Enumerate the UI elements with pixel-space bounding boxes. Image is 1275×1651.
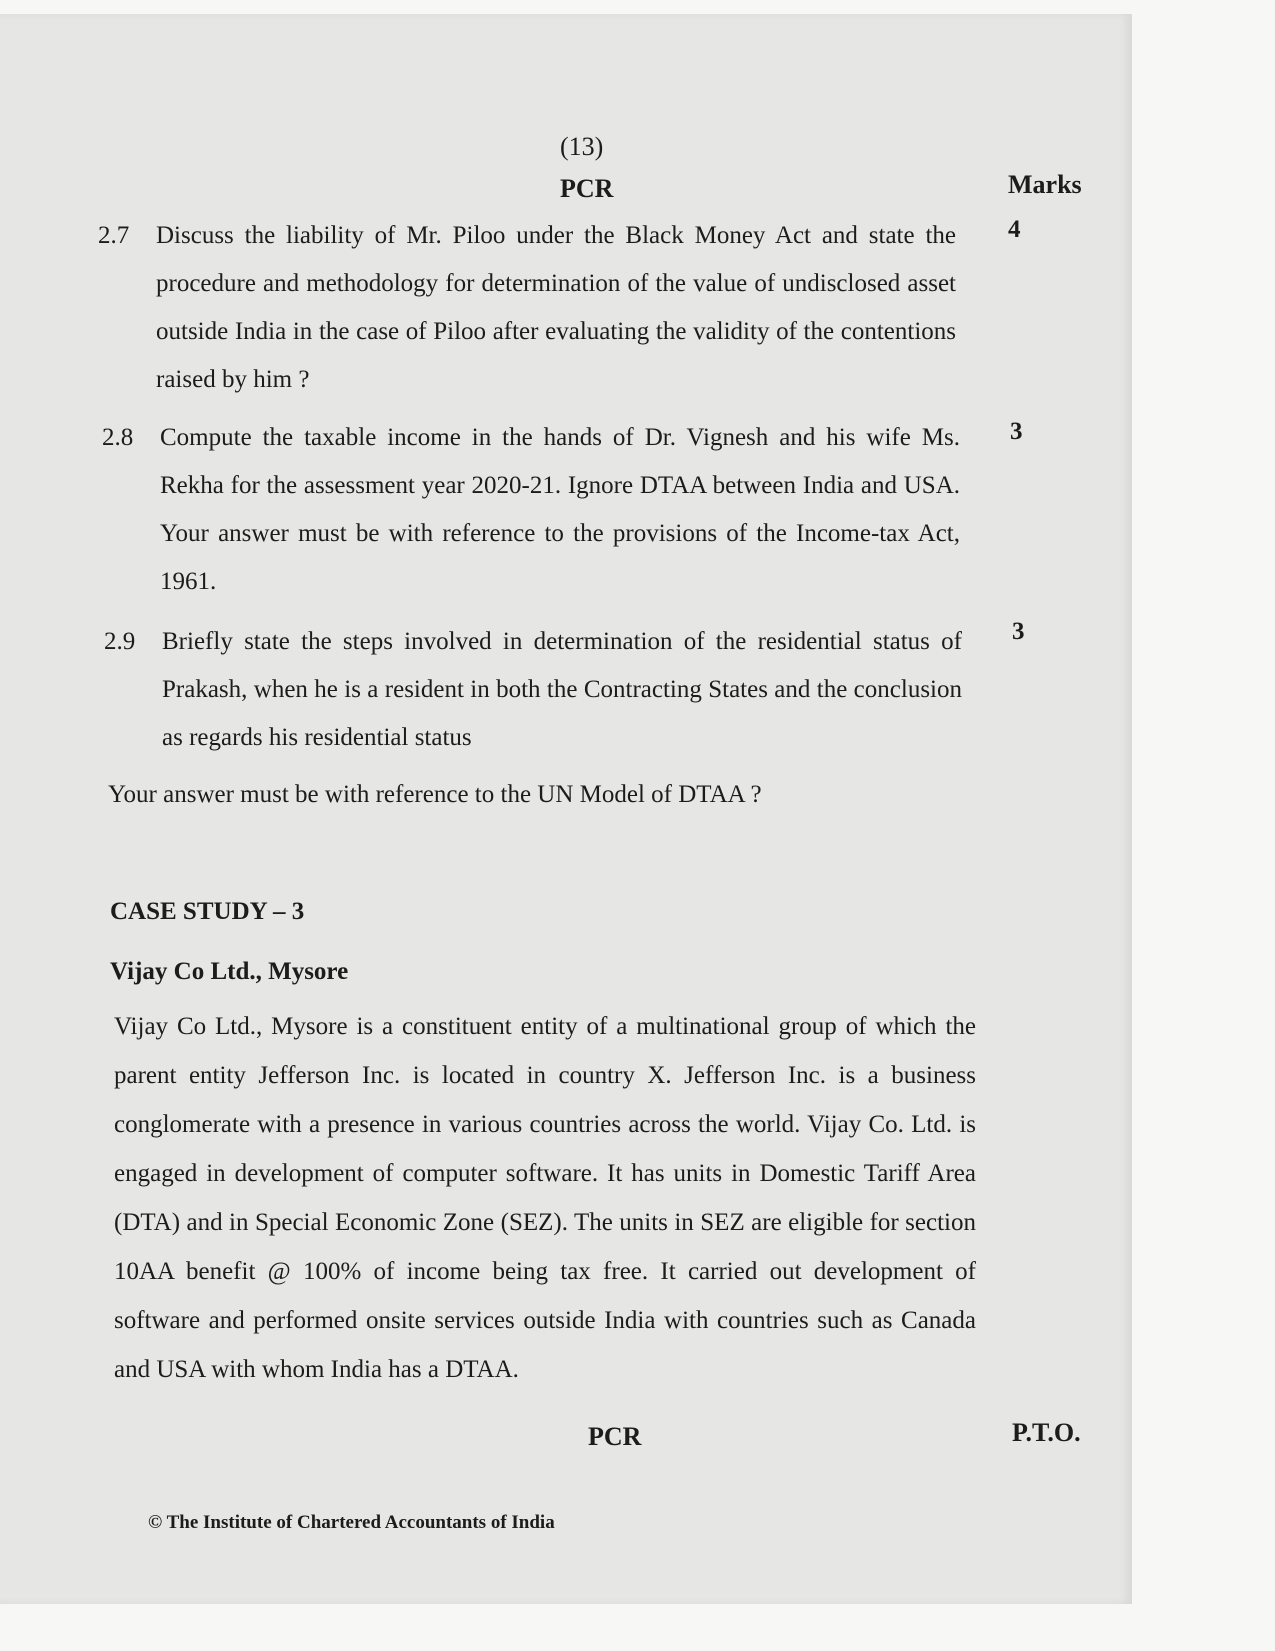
exam-page bbox=[0, 14, 1132, 1604]
copyright-notice: © The Institute of Chartered Accountants of India bbox=[148, 1512, 555, 1533]
page-number: (13) bbox=[560, 132, 604, 161]
question-marks: 3 bbox=[1012, 618, 1025, 645]
marks-column-label: Marks bbox=[1008, 170, 1082, 199]
paper-code-header: PCR bbox=[560, 174, 614, 203]
please-turn-over: P.T.O. bbox=[1012, 1418, 1081, 1447]
question-text: Compute the taxable income in the hands of Dr. Vignesh and his wife Ms. Rekha for the assessment year 2020-21. Ignore DTAA between India and USA. Your answer must be with reference to the provisions of the Income-tax Act, 1961. bbox=[160, 424, 960, 595]
case-study-paragraph: Vijay Co Ltd., Mysore is a constituent entity of a multinational group of which the parent entity Jefferson Inc. is located in country X. Jefferson Inc. is a business conglomerate with a presence in various countries across the world. Vijay Co. Ltd. is engaged in development of computer software. It has units in Domestic Tariff Area (DTA) and in Special Economic Zone (SEZ). The units in SEZ are eligible for section 10AA benefit @ 100% of income being tax free. It carried out development of software and performed onsite services outside India with countries such as Canada and USA with whom India has a DTAA. bbox=[114, 1013, 976, 1383]
case-study-subheading: Vijay Co Ltd., Mysore bbox=[110, 958, 349, 985]
question-number: 2.8 bbox=[102, 424, 134, 451]
answer-instruction: Your answer must be with reference to the UN Model of DTAA ? bbox=[108, 781, 762, 808]
question-marks: 3 bbox=[1010, 418, 1023, 445]
paper-code-footer: PCR bbox=[588, 1422, 642, 1451]
question-number: 2.9 bbox=[104, 628, 136, 655]
question-number: 2.7 bbox=[98, 222, 130, 249]
question-text: Discuss the liability of Mr. Piloo under the Black Money Act and state the procedure and methodology for determination of the value of undisclosed asset outside India in the case of Piloo after evaluating the validity of the contentions raised by him ? bbox=[156, 222, 956, 393]
case-study-heading: CASE STUDY – 3 bbox=[110, 898, 305, 925]
question-text: Briefly state the steps involved in determination of the residential status of Prakash, when he is a resident in both the Contracting States and the conclusion as regards his residential status bbox=[162, 628, 962, 751]
question-marks: 4 bbox=[1008, 216, 1021, 243]
